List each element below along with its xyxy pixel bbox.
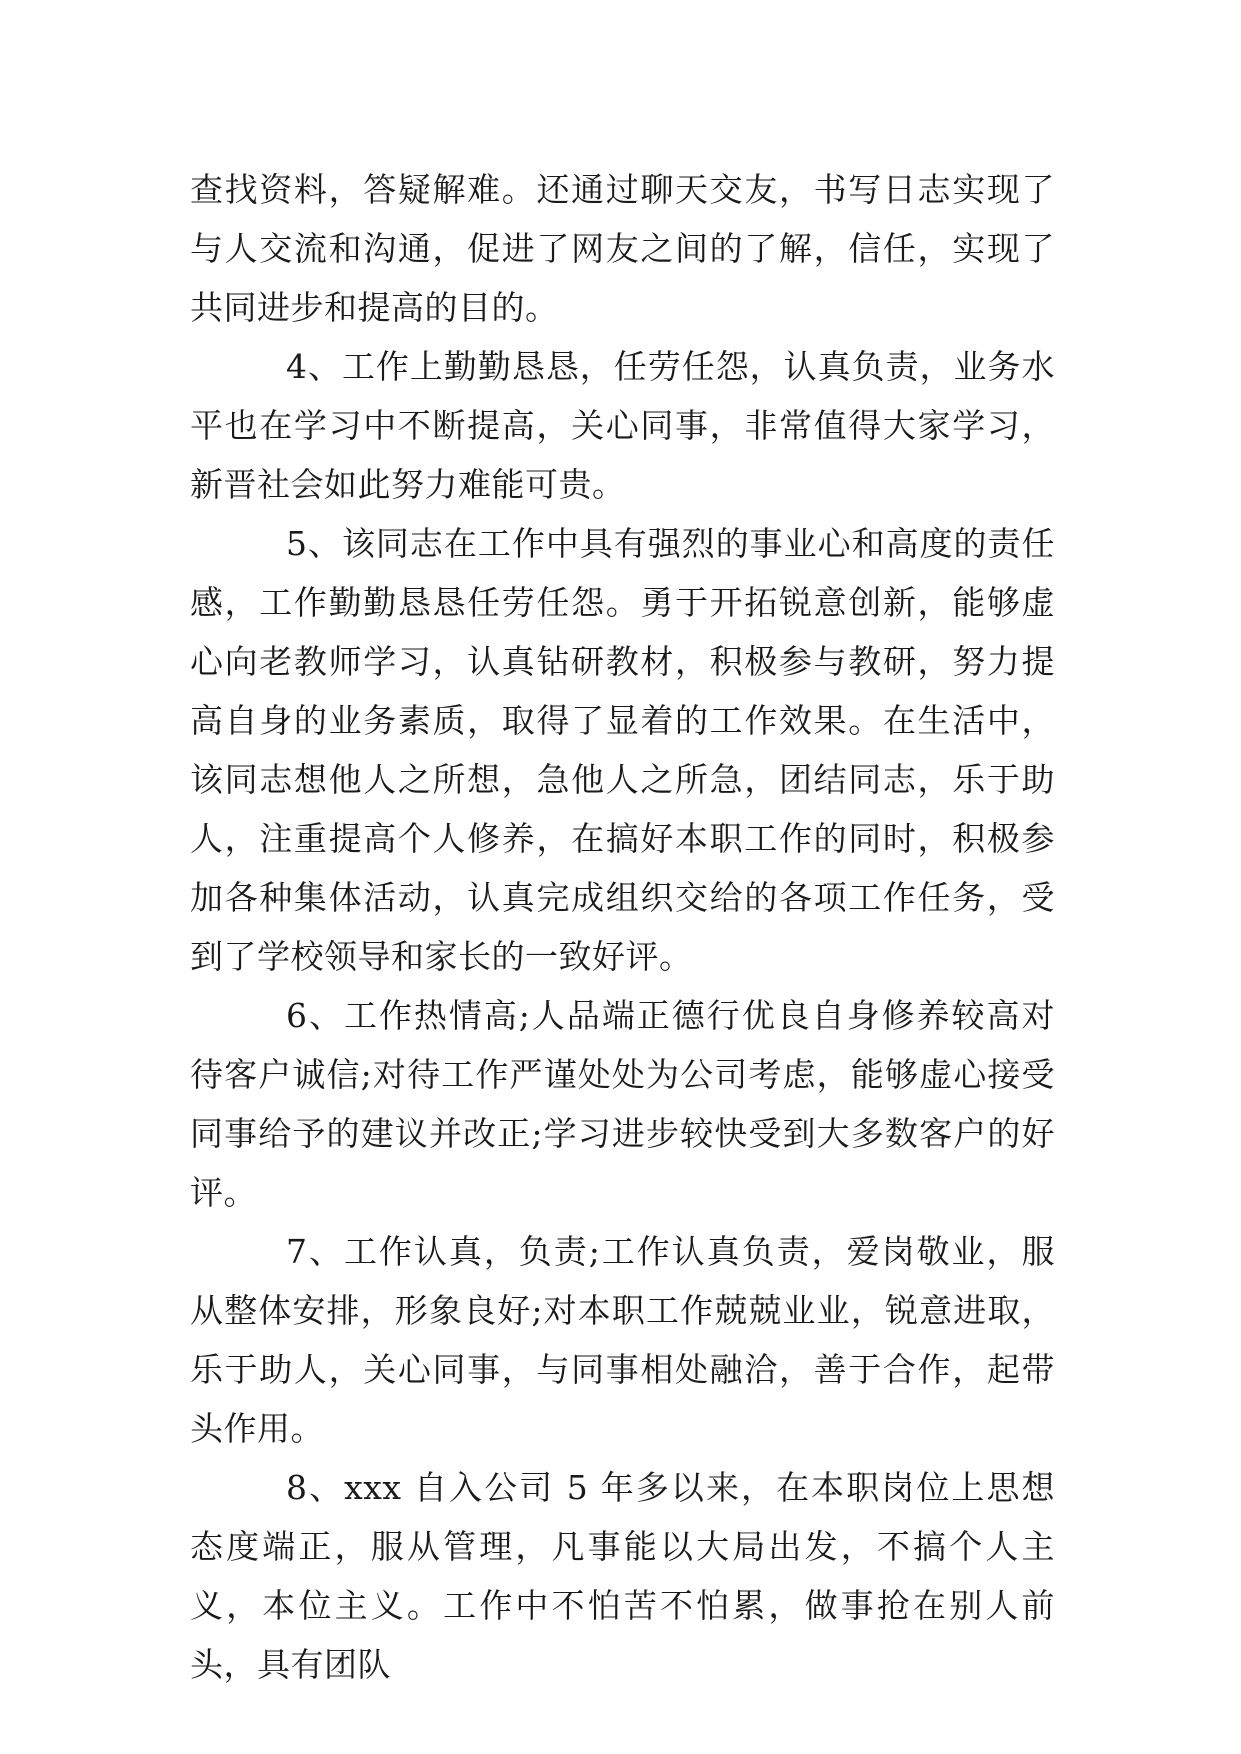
paragraph-item-8: 8、xxx 自入公司 5 年多以来，在本职岗位上思想态度端正，服从管理，凡事能以大局出发，不搞个人主义，本位主义。工作中不怕苦不怕累，做事抢在别人前头，具有团队 [190, 1468, 1055, 1684]
paragraph-item-7: 7、工作认真，负责;工作认真负责，爱岗敬业，服从整体安排，形象良好;对本职工作兢兢业业，锐意进取，乐于助人，关心同事，与同事相处融洽，善于合作，起带头作用。 [190, 1232, 1055, 1448]
document-body [190, 160, 1055, 1694]
paragraph-item-4: 4、工作上勤勤恳恳，任劳任怨，认真负责，业务水平也在学习中不断提高，关心同事，非常值得大家学习，新晋社会如此努力难能可贵。 [190, 347, 1055, 504]
paragraph-item-5: 5、该同志在工作中具有强烈的事业心和高度的责任感，工作勤勤恳恳任劳任怨。勇于开拓锐意创新，能够虚心向老教师学习，认真钻研教材，积极参与教研，努力提高自身的业务素质，取得了显着的工作效果。在生活中，该同志想他人之所想，急他人之所急，团结同志，乐于助人，注重提高个人修养，在搞好本职工作的同时，积极参加各种集体活动，认真完成组织交给的各项工作任务，受到了学校领导和家长的一致好评。 [190, 524, 1055, 976]
paragraph-item-6: 6、工作热情高;人品端正德行优良自身修养较高对待客户诚信;对待工作严谨处处为公司考虑，能够虚心接受同事给予的建议并改正;学习进步较快受到大多数客户的好评。 [190, 996, 1055, 1212]
paragraph-continuation: 查找资料，答疑解难。还通过聊天交友，书写日志实现了与人交流和沟通，促进了网友之间的了解，信任，实现了共同进步和提高的目的。 [190, 170, 1055, 327]
